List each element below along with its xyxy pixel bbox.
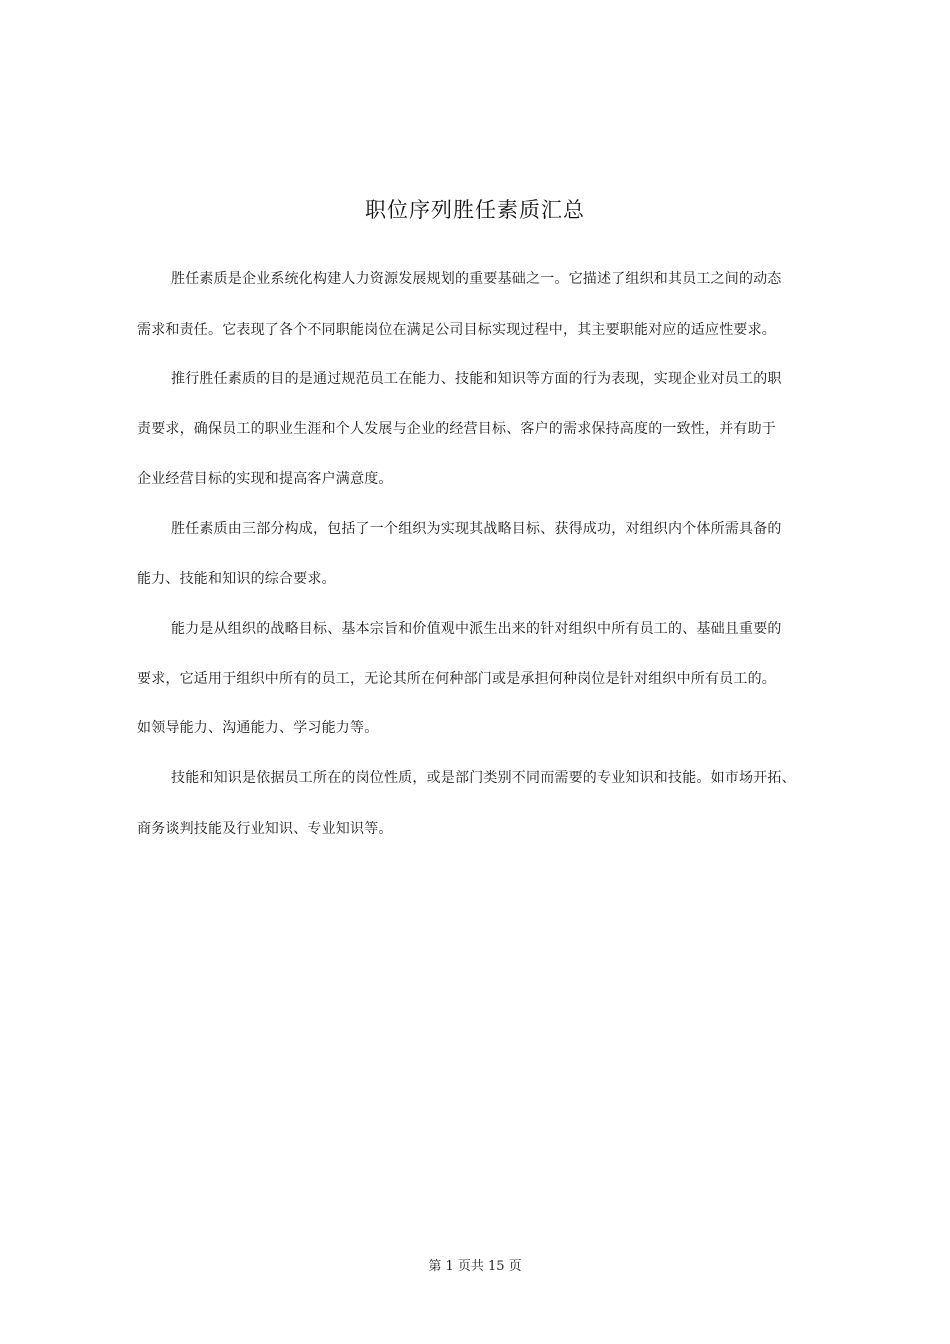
- paragraph-line: 商务谈判技能及行业知识、专业知识等。: [137, 821, 393, 837]
- paragraph-line: 要求，它适用于组织中所有的员工，无论其所在何种部门或是承担何种岗位是针对组织中所有员工的。: [137, 671, 776, 687]
- paragraph-line: 企业经营目标的实现和提高客户满意度。: [137, 471, 393, 487]
- paragraph-line: 技能和知识是依据员工所在的岗位性质，或是部门类别不同而需要的专业知识和技能。如市场开拓、: [171, 770, 796, 786]
- paragraph-line: 推行胜任素质的目的是通过规范员工在能力、技能和知识等方面的行为表现，实现企业对员工的职: [171, 371, 782, 387]
- document-title: 职位序列胜任素质汇总: [365, 198, 585, 222]
- paragraph-line: 责要求，确保员工的职业生涯和个人发展与企业的经营目标、客户的需求保持高度的一致性，并有助于: [137, 421, 776, 437]
- paragraph-line: 胜任素质是企业系统化构建人力资源发展规划的重要基础之一。它描述了组织和其员工之间的动态: [171, 271, 782, 287]
- paragraph-line: 胜任素质由三部分构成，包括了一个组织为实现其战略目标、获得成功，对组织内个体所需具备的: [171, 521, 782, 537]
- page-footer: 第 1 页共 15 页: [428, 1259, 522, 1274]
- paragraph-line: 能力是从组织的战略目标、基本宗旨和价值观中派生出来的针对组织中所有员工的、基础且重要的: [171, 621, 782, 637]
- paragraph-line: 能力、技能和知识的综合要求。: [137, 571, 336, 587]
- paragraph-line: 需求和责任。它表现了各个不同职能岗位在满足公司目标实现过程中，其主要职能对应的适应性要求。: [137, 322, 776, 338]
- paragraph-line: 如领导能力、沟通能力、学习能力等。: [137, 720, 379, 736]
